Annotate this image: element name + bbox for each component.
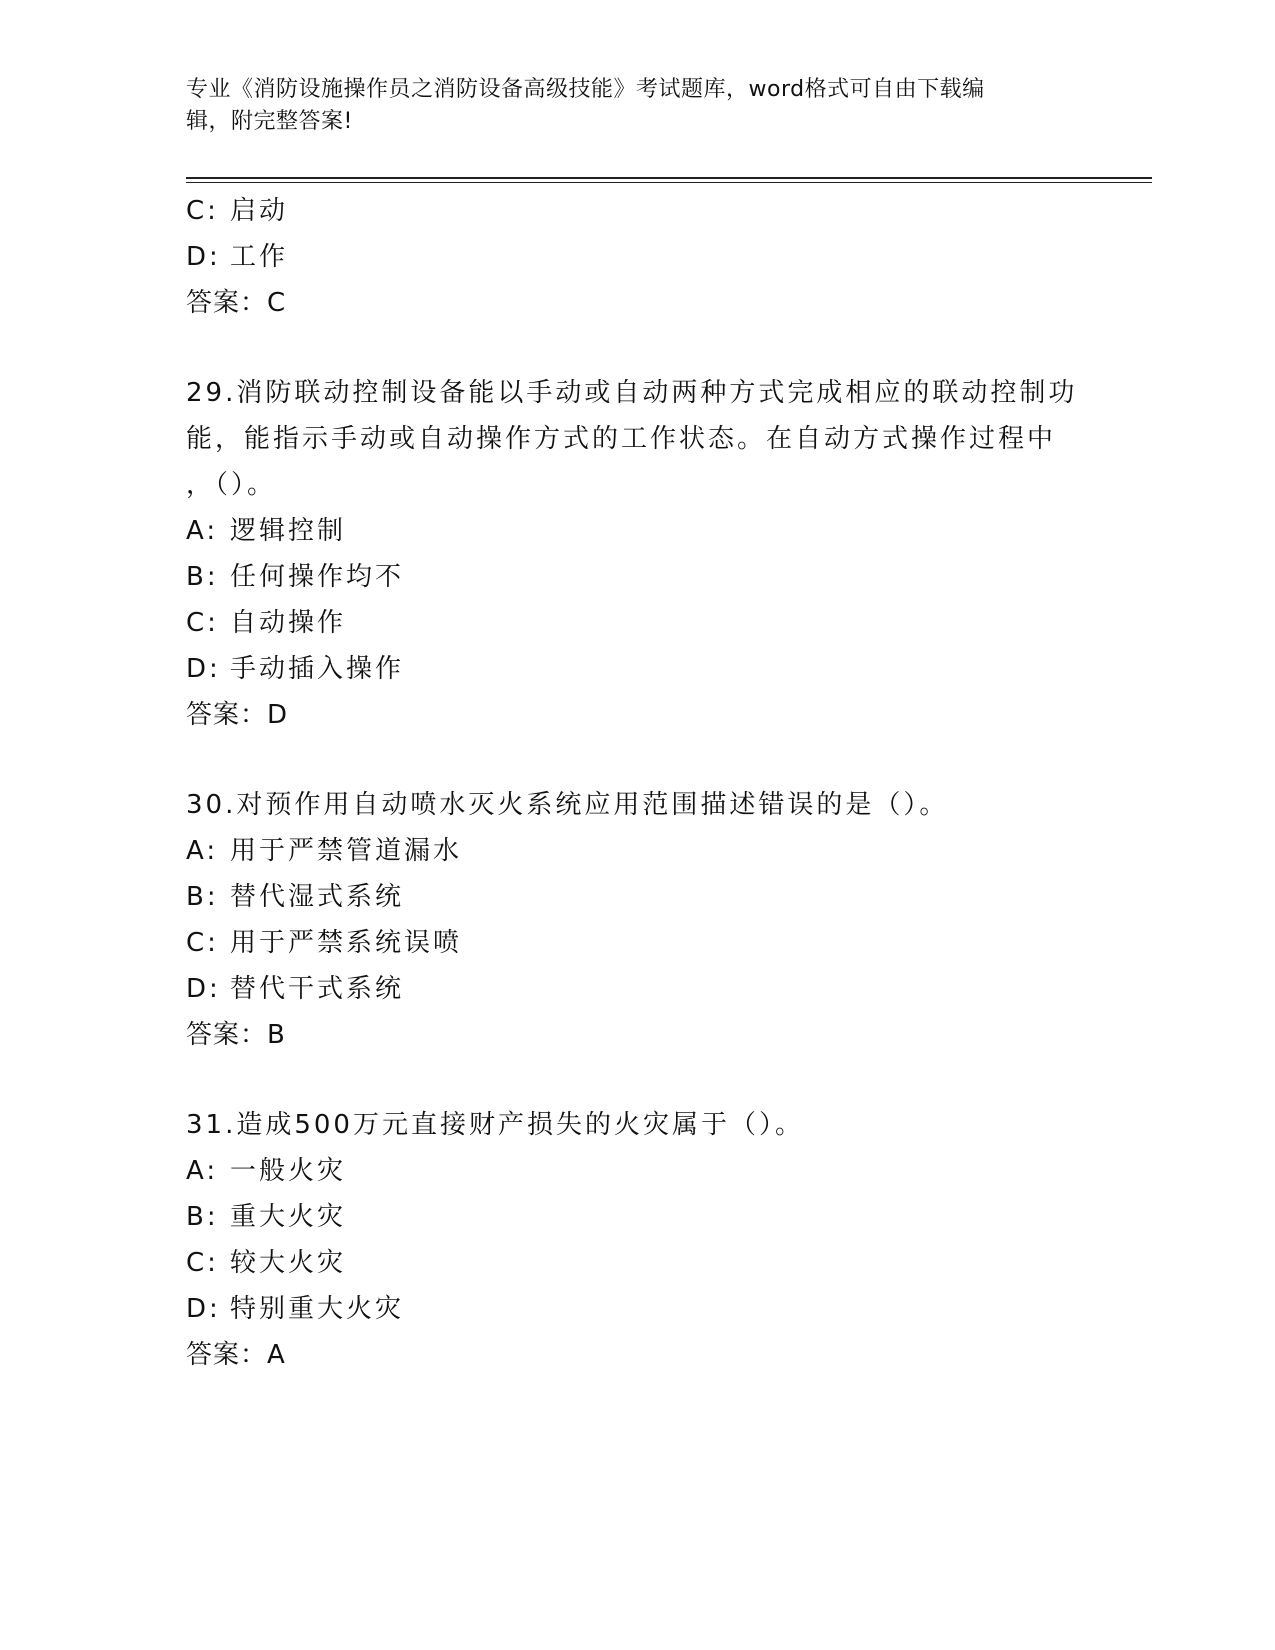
option-text: 较大火灾 [230,1248,347,1278]
option-letter: B: [186,562,219,592]
option-text: 手动插入操作 [230,654,405,684]
spacer [186,326,1086,370]
option-text: 任何操作均不 [230,562,405,592]
spacer [186,1058,1086,1102]
option-text: 启动 [230,196,289,226]
document-header [186,74,1086,138]
answer-line: 答案：A [186,1340,286,1370]
option-letter: A: [186,516,219,546]
answer-line: 答案：D [186,700,289,730]
question-29 [186,370,1086,738]
option-letter: A: [186,836,219,866]
option-text: 自动操作 [230,608,347,638]
header-rule-thick [186,177,1152,179]
option-d [186,646,1086,692]
option-d [186,234,1086,280]
option-a [186,1148,1086,1194]
question-text-line: 31.造成500万元直接财产损失的火灾属于（）。 [186,1110,804,1140]
continued-question [186,188,1086,326]
option-a [186,508,1086,554]
option-letter: C: [186,196,219,226]
option-text: 特别重大火灾 [230,1294,405,1324]
option-c [186,1240,1086,1286]
option-b [186,554,1086,600]
option-c [186,600,1086,646]
question-31 [186,1102,1086,1378]
option-letter: D: [186,654,221,684]
option-text: 逻辑控制 [230,516,347,546]
header-rule-thin [186,182,1152,183]
option-d [186,1286,1086,1332]
option-text: 重大火灾 [230,1202,347,1232]
option-letter: B: [186,882,219,912]
option-text: 替代干式系统 [230,974,405,1004]
option-a [186,828,1086,874]
question-text-line: ，（）。 [186,470,277,500]
option-letter: D: [186,974,221,1004]
question-text-line: 30.对预作用自动喷水灭火系统应用范围描述错误的是（）。 [186,790,949,820]
option-letter: D: [186,1294,221,1324]
option-text: 一般火灾 [230,1156,347,1186]
option-letter: C: [186,1248,219,1278]
question-text-line: 29.消防联动控制设备能以手动或自动两种方式完成相应的联动控制功 [186,378,1078,408]
header-line-2: 辑，附完整答案! [186,109,353,134]
option-letter: C: [186,928,219,958]
option-text: 用于严禁管道漏水 [230,836,463,866]
option-letter: B: [186,1202,219,1232]
question-text-line: 能，能指示手动或自动操作方式的工作状态。在自动方式操作过程中 [186,424,1057,454]
header-line-1: 专业《消防设施操作员之消防设备高级技能》考试题库，word格式可自由下载编 [186,77,985,102]
spacer [186,738,1086,782]
option-letter: D: [186,242,221,272]
option-c [186,188,1086,234]
option-d [186,966,1086,1012]
option-b [186,874,1086,920]
answer-line: 答案：C [186,288,287,318]
option-c [186,920,1086,966]
option-b [186,1194,1086,1240]
option-text: 替代湿式系统 [230,882,405,912]
option-text: 用于严禁系统误喷 [230,928,463,958]
option-text: 工作 [230,242,289,272]
answer-line: 答案：B [186,1020,286,1050]
option-letter: C: [186,608,219,638]
question-30 [186,782,1086,1058]
question-content [186,188,1086,1378]
option-letter: A: [186,1156,219,1186]
